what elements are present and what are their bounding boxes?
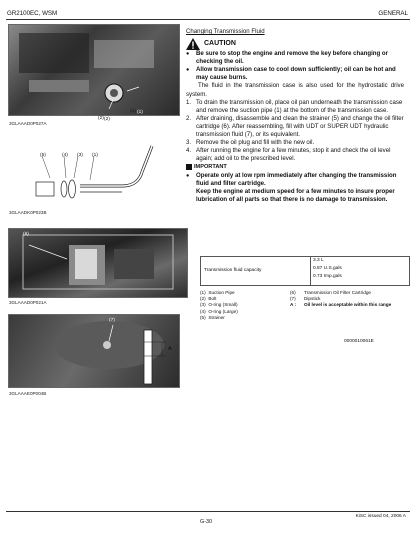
figure-3-drawing [9,229,187,297]
spec-value-us-gals: 0.87 U.S.gals [313,266,342,271]
header-right: GENERAL [378,10,408,17]
figure-1-callout-2: (2) [104,117,110,122]
figure-3-caption: 3GLAAAD0P021A [9,300,47,305]
spec-label: Transmission fluid capacity [204,268,262,273]
figure-2-callout-3: (3) [77,153,83,158]
caution-warning-icon [186,38,200,50]
legend-item: (5) Strainer [200,314,225,320]
legend-item: (3) O-ring (Small) [200,302,238,308]
figure-1-drawing [9,25,179,115]
figure-2-drawing [30,148,180,210]
step-2: 2. After draining, disassemble and clean the strainer (5) and change the oil filter cartridge (6). After reassembling, fill with UDT or SUPER UDT hydraulic transmission fluid (7), or its equivalent. [186,114,404,139]
dipstick-label-a: A [168,346,172,352]
caution-item-1: ● Be sure to stop the engine and remove the key before changing or checking the oil. [186,50,404,66]
step-1: 1. To drain the transmission oil, place oil pan underneath the transmission case and remove the suction pipe (1) at the bottom of the transmission case. [186,98,403,114]
step-3: 3. Remove the oil plug and fill with the new oil. [186,139,315,147]
legend-item: A : Oil level is acceptable within this range [290,302,392,308]
figure-1-callout-1: (1) [137,110,143,115]
figure-filter-cartridge-photo [8,228,188,298]
important-item: ● Operate only at low rpm immediately after changing the transmission fluid and filter cartridge. [186,172,404,188]
figure-4-callout-7: (7) [109,318,115,323]
legend-item: (2) Bolt [200,296,217,302]
important-label: IMPORTANT [194,164,227,171]
legend-item: (1) Suction Pipe [200,290,235,295]
figure-2-callout-4: (4) [62,153,68,158]
document-code: 0000010061E [344,339,374,344]
figure-strainer-drawing [30,148,180,210]
figure-4-caption: 3GLAAAE0P004B [9,391,47,396]
figure-3-callout-6: (6) [23,232,29,237]
issue-note: KiSC issued 04, 2006 A [355,514,406,519]
figure-suction-pipe-photo [8,24,180,122]
caution-label: CAUTION [204,40,236,48]
step-4: 4. After running the engine for a few minutes, stop it and check the oil level again; add oil to the prescribed level. [186,147,391,163]
figure-2-caption: 3GLAADK0P023B [9,210,47,215]
figure-1-caption: 3GLAAAD0P027A [9,121,47,126]
caution-item-2: ● Allow transmission case to cool down sufficiently; oil can be hot and may cause burns. [186,66,404,82]
figure-2-callout-5: (5) [40,153,46,158]
spec-divider [310,257,311,285]
figure-1-label-1: (1) [130,109,136,114]
important-heading [186,163,404,171]
procedure-column [186,28,404,204]
caution-heading [186,38,404,50]
spec-value-liters: 3.3 L [313,258,324,263]
legend-item: (4) O-ring (Large) [200,308,238,314]
figure-2-callout-1: (1) [92,153,98,158]
intro-text: The fluid in the transmission case is also used for the hydrostatic drive system. [186,82,404,98]
legend-left [200,290,288,321]
dipstick-detail-drawing [138,328,188,388]
section-title: Changing Transmission Fluid [186,28,265,35]
legend-item: (6) Transmission Oil Filter Cartridge [290,290,372,295]
important-square-icon [186,164,192,170]
important-item-continued: Keep the engine at medium speed for a few minutes to insure proper lubrication of all parts so that there is no damage to transmission. [196,187,395,203]
figure-1-label-2: (2) [98,116,104,121]
footer-rule [6,511,410,512]
legend-item: (7) Dipstick [290,296,321,302]
page-number: G-30 [200,519,212,525]
spec-table [200,256,410,286]
legend-right [290,290,402,309]
dipstick-detail [138,328,188,388]
header-rule [6,19,410,20]
header-left: GR2100EC, WSM [7,10,58,17]
spec-value-imp-gals: 0.73 Imp.gals [313,274,342,279]
